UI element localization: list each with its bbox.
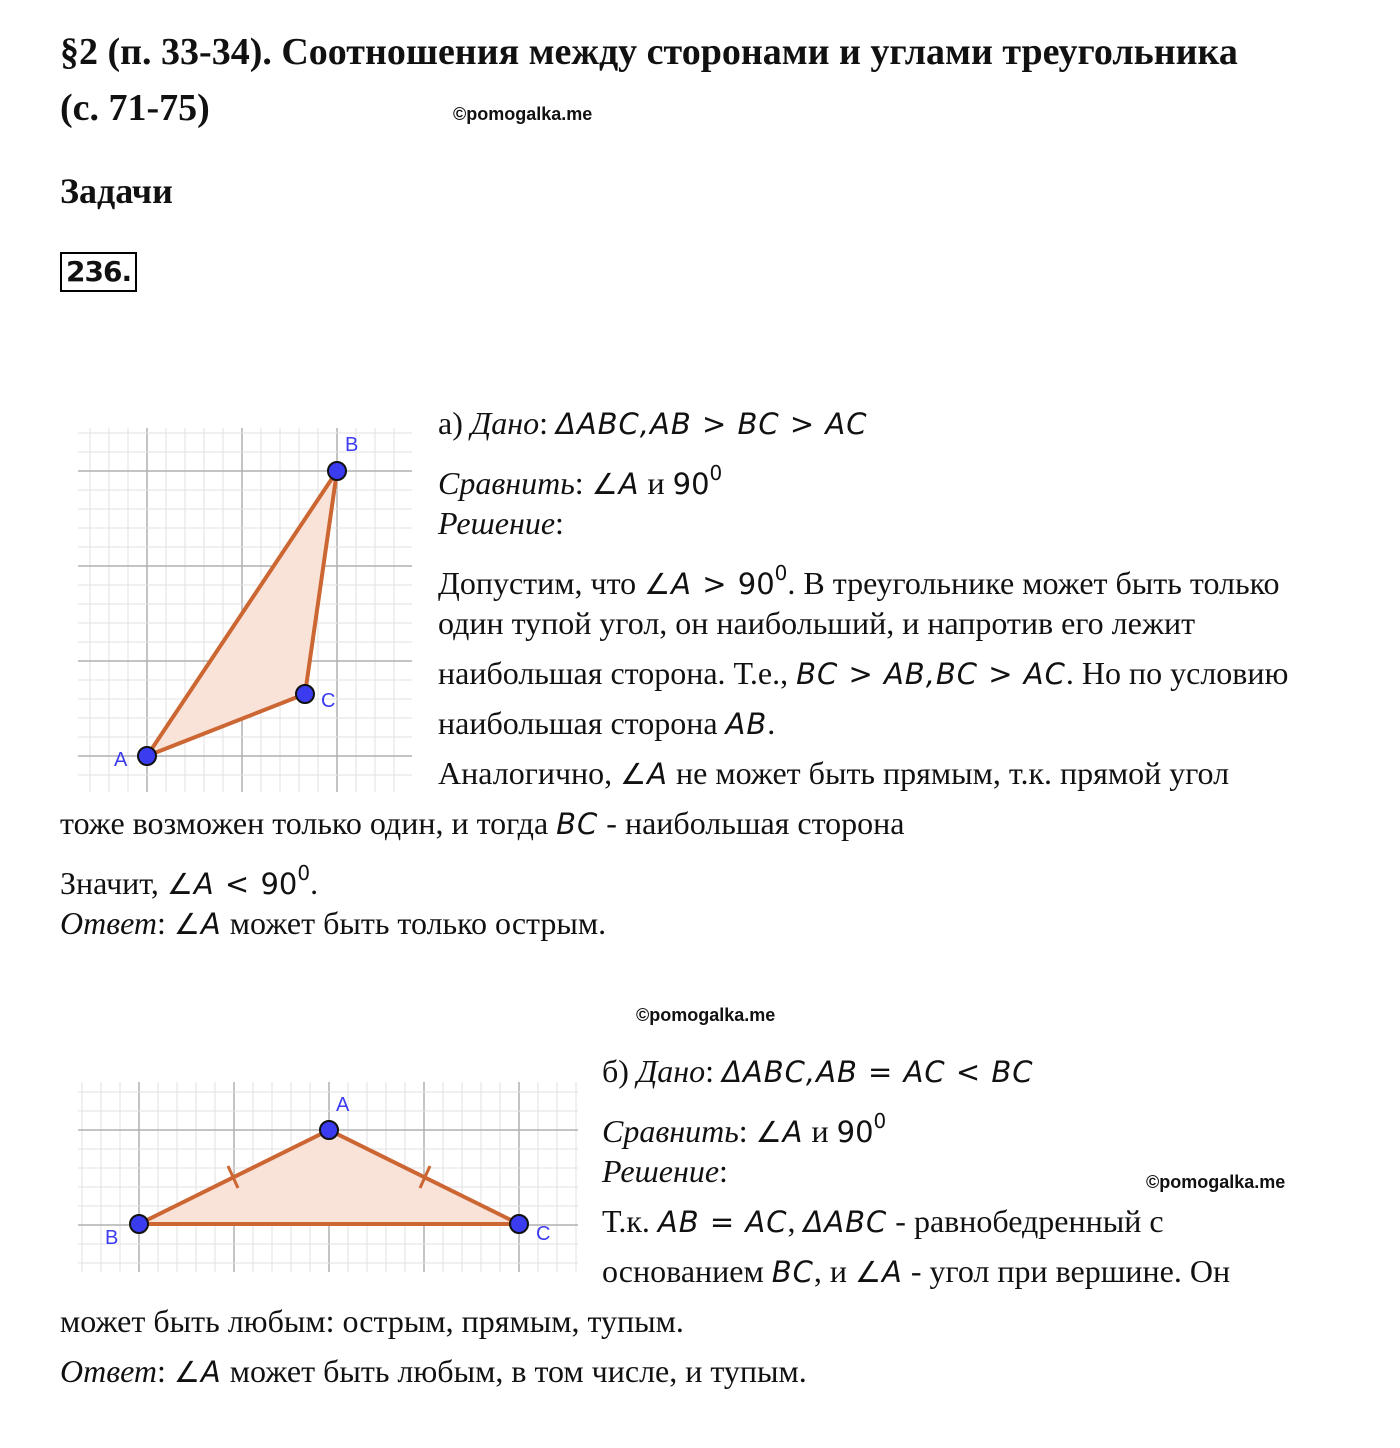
text-segment: б) <box>602 1053 637 1089</box>
text-segment: . <box>767 705 776 741</box>
math-expression: AB = AC <box>657 1205 788 1239</box>
text-line <box>438 698 775 748</box>
math-expression: ∠A <box>173 1355 222 1389</box>
text-segment: Решение <box>438 505 556 541</box>
text-line <box>602 1196 1164 1246</box>
text-segment: 90 <box>836 1115 874 1149</box>
text-segment: : <box>574 465 592 501</box>
text-segment: может быть любым: острым, прямым, тупым. <box>60 1303 684 1339</box>
text-segment: - наибольшая сторона <box>598 805 905 841</box>
text-line <box>438 748 1229 798</box>
text-segment: один тупой угол, он наибольший, и напротив его лежит <box>438 605 1196 641</box>
vertex-point <box>328 462 346 480</box>
text-segment: Допустим, что <box>438 565 645 601</box>
text-line <box>438 498 564 548</box>
vertex-point <box>510 1215 528 1233</box>
text-line <box>438 548 1280 601</box>
problem-number: 236. <box>60 252 137 292</box>
math-expression: ΔABC,AB = AC < BC <box>722 1055 1034 1089</box>
text-segment: : <box>738 1113 756 1149</box>
text-line <box>602 1246 1230 1296</box>
text-segment: Решение <box>602 1153 720 1189</box>
text-segment: Ответ <box>60 1353 157 1389</box>
text-line <box>438 598 1195 648</box>
text-segment: : <box>539 405 556 441</box>
text-line <box>60 898 606 948</box>
text-segment: - равнобедренный с <box>887 1203 1164 1239</box>
text-segment: Аналогично, <box>438 755 621 791</box>
text-segment: Дано <box>470 405 540 441</box>
math-expression: BC <box>771 1255 814 1289</box>
text-line <box>602 1096 887 1149</box>
text-segment: , <box>787 1203 804 1239</box>
text-segment: может быть только острым. <box>221 905 607 941</box>
text-segment: наибольшая сторона <box>438 705 726 741</box>
text-segment: : <box>157 1353 174 1389</box>
math-expression: ∠A > <box>644 567 738 601</box>
text-segment: 90 <box>260 867 298 901</box>
text-segment: - угол при вершине. Он <box>902 1253 1231 1289</box>
math-expression: AB <box>725 707 768 741</box>
math-expression: ∠A <box>755 1115 804 1149</box>
vertex-point <box>296 685 314 703</box>
text-segment: Сравнить <box>602 1113 739 1149</box>
text-segment: 90 <box>737 567 775 601</box>
math-expression: ∠A <box>620 757 668 791</box>
text-segment: . В треугольнике может быть только <box>787 565 1280 601</box>
math-expression: ∠A <box>855 1255 903 1289</box>
superscript: 0 <box>297 861 311 885</box>
text-segment: Т.к. <box>602 1203 658 1239</box>
text-line <box>60 1346 807 1396</box>
watermark: ©pomogalka.me <box>453 104 593 124</box>
text-segment: основанием <box>602 1253 772 1289</box>
page-title: §2 (п. 33-34). Соотношения между сторонами и углами треугольника <box>60 31 1238 73</box>
text-segment: . <box>310 865 319 901</box>
text-segment: Ответ <box>60 905 157 941</box>
text-segment: может быть любым, в том числе, и тупым. <box>221 1353 807 1389</box>
text-segment: а) <box>438 405 471 441</box>
text-segment: наибольшая сторона. Т.е., <box>438 655 797 691</box>
text-line <box>602 1146 728 1196</box>
text-segment: и <box>803 1113 837 1149</box>
vertex-point <box>138 747 156 765</box>
text-segment: не может быть прямым, т.к. прямой угол <box>668 755 1230 791</box>
vertex-label-B: B <box>345 434 359 456</box>
vertex-point <box>130 1215 148 1233</box>
superscript: 0 <box>709 461 723 485</box>
text-line <box>438 398 867 448</box>
math-expression: ΔABC <box>803 1205 888 1239</box>
text-segment: , и <box>813 1253 855 1289</box>
page-title-pages: (с. 71-75) <box>60 87 210 129</box>
math-expression: BC > AB,BC > AC <box>796 657 1066 691</box>
superscript: 0 <box>774 561 788 585</box>
text-line <box>60 798 904 848</box>
vertex-label-B: B <box>105 1227 119 1249</box>
text-line <box>60 1296 684 1346</box>
text-segment: 90 <box>672 467 710 501</box>
text-segment: Значит, <box>60 865 167 901</box>
text-segment: и <box>639 465 673 501</box>
math-expression: BC <box>556 807 599 841</box>
text-segment: : <box>719 1153 728 1189</box>
text-line <box>60 848 319 901</box>
text-segment: Сравнить <box>438 465 575 501</box>
vertex-label-C: C <box>321 690 336 712</box>
text-segment: тоже возможен только один, и тогда <box>60 805 557 841</box>
section-heading: Задачи <box>60 171 173 211</box>
text-segment: : <box>157 905 174 941</box>
math-expression: ∠A < <box>166 867 261 901</box>
math-expression: ΔABC,AB > BC > AC <box>555 407 868 441</box>
text-segment: : <box>555 505 564 541</box>
text-line <box>602 1046 1034 1096</box>
vertex-point <box>320 1121 338 1139</box>
text-segment: . Но по условию <box>1065 655 1289 691</box>
math-expression: ∠A <box>591 467 640 501</box>
vertex-label-A: A <box>336 1094 350 1116</box>
text-line <box>438 448 723 501</box>
text-line <box>438 648 1288 698</box>
superscript: 0 <box>873 1109 887 1133</box>
math-expression: ∠A <box>173 907 222 941</box>
text-segment: Дано <box>636 1053 706 1089</box>
watermark: ©pomogalka.me <box>1146 1172 1286 1192</box>
watermark: ©pomogalka.me <box>636 1005 776 1025</box>
vertex-label-A: A <box>114 749 128 771</box>
vertex-label-C: C <box>536 1223 551 1245</box>
text-segment: : <box>705 1053 723 1089</box>
